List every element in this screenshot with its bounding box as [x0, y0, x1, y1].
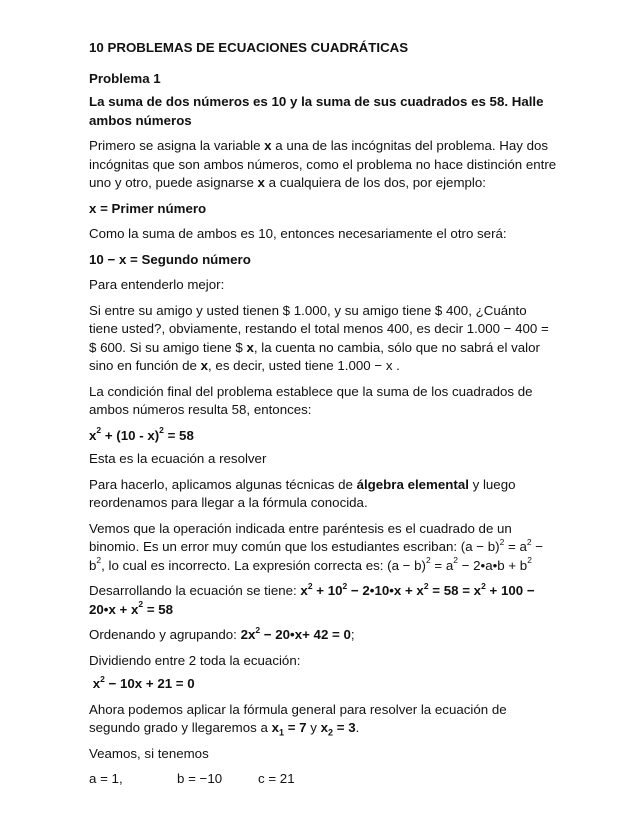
- coefficient-values: [89, 770, 559, 789]
- coefficient-a: a = 1,: [89, 771, 123, 786]
- paragraph-equation-note: Esta es la ecuación a resolver: [89, 451, 267, 466]
- coefficient-b: b = −10: [177, 771, 223, 786]
- paragraph-condition: La condición final del problema establece que la suma de los cuadrados de ambos números resulta 58, entonces:: [89, 383, 533, 417]
- paragraph-example: Si entre su amigo y usted tienen $ 1.000, y su amigo tiene $ 400, ¿Cuánto tiene usted?, obviamente, restando el total menos 400, es decir 1.000 − 400 = $ 600. Si su amigo tiene $ x, la cuenta no cambia, sólo que no sabrá el valor sino en función de x, es decir, usted tiene 1.000 − x .: [89, 302, 549, 373]
- paragraph-lets-see: Veamos, si tenemos: [89, 745, 209, 761]
- document-body: [89, 39, 559, 789]
- problem-heading: Problema 1: [89, 70, 161, 86]
- paragraph-divide: Dividiendo entre 2 toda la ecuación:: [89, 652, 301, 668]
- equation-simplified: $x^2 - 10x + 21 = 0$: [89, 673, 195, 691]
- paragraph-algebra: Para hacerlo, aplicamos algunas técnicas de álgebra elemental y luego reordenamos para llegar a la fórmula conocida.: [89, 476, 516, 510]
- problem-statement: La suma de dos números es 10 y la suma de sus cuadrados es 58. Halle ambos números: [89, 94, 544, 128]
- paragraph-general-formula: Ahora podemos aplicar la fórmula general para resolver la ecuación de segundo grado y llegaremos a $x_1 = 7$ y $x_2 = 3$.: [89, 701, 507, 738]
- paragraph-variable-assignment: Primero se asigna la variable x a una de las incógnitas del problema. Hay dos incógnitas que son ambos números, como el problema no hace distinción entre uno y otro, puede asignarse x a cualquiera de los dos, por ejemplo:: [89, 138, 557, 190]
- paragraph-binomial: Vemos que la operación indicada entre paréntesis es el cuadrado de un binomio. Es un error muy común que los estudiantes escriban: $(a - b)^2 = a^2 - b^2$, lo cual es incorrecto. La expresión correcta es: $(a - b)^2 = a^2$ − 2•a•b + $b^2$: [89, 520, 544, 573]
- definition-second-number: 10 − x = Segundo número: [89, 251, 251, 267]
- paragraph-expansion: Desarrollando la ecuación se tiene: $x^2 + 10^2$ − 2•10•x + $x^2 = 58 = x^2 + 100$ − 20•x + $x^2 = 58$: [89, 580, 535, 617]
- equation-to-solve: $x^2 + (10 - x)^2 = 58$: [89, 425, 194, 443]
- document-title: 10 PROBLEMAS DE ECUACIONES CUADRÁTICAS: [89, 40, 409, 55]
- paragraph-sum: Como la suma de ambos es 10, entonces necesariamente el otro será:: [89, 226, 507, 241]
- paragraph-grouping: Ordenando y agrupando: $2x^2$ − 20•x+ 42 = 0;: [89, 624, 355, 642]
- coefficient-c: c = 21: [258, 771, 295, 786]
- definition-first-number: x = Primer número: [89, 200, 207, 216]
- paragraph-understand: Para entenderlo mejor:: [89, 277, 225, 292]
